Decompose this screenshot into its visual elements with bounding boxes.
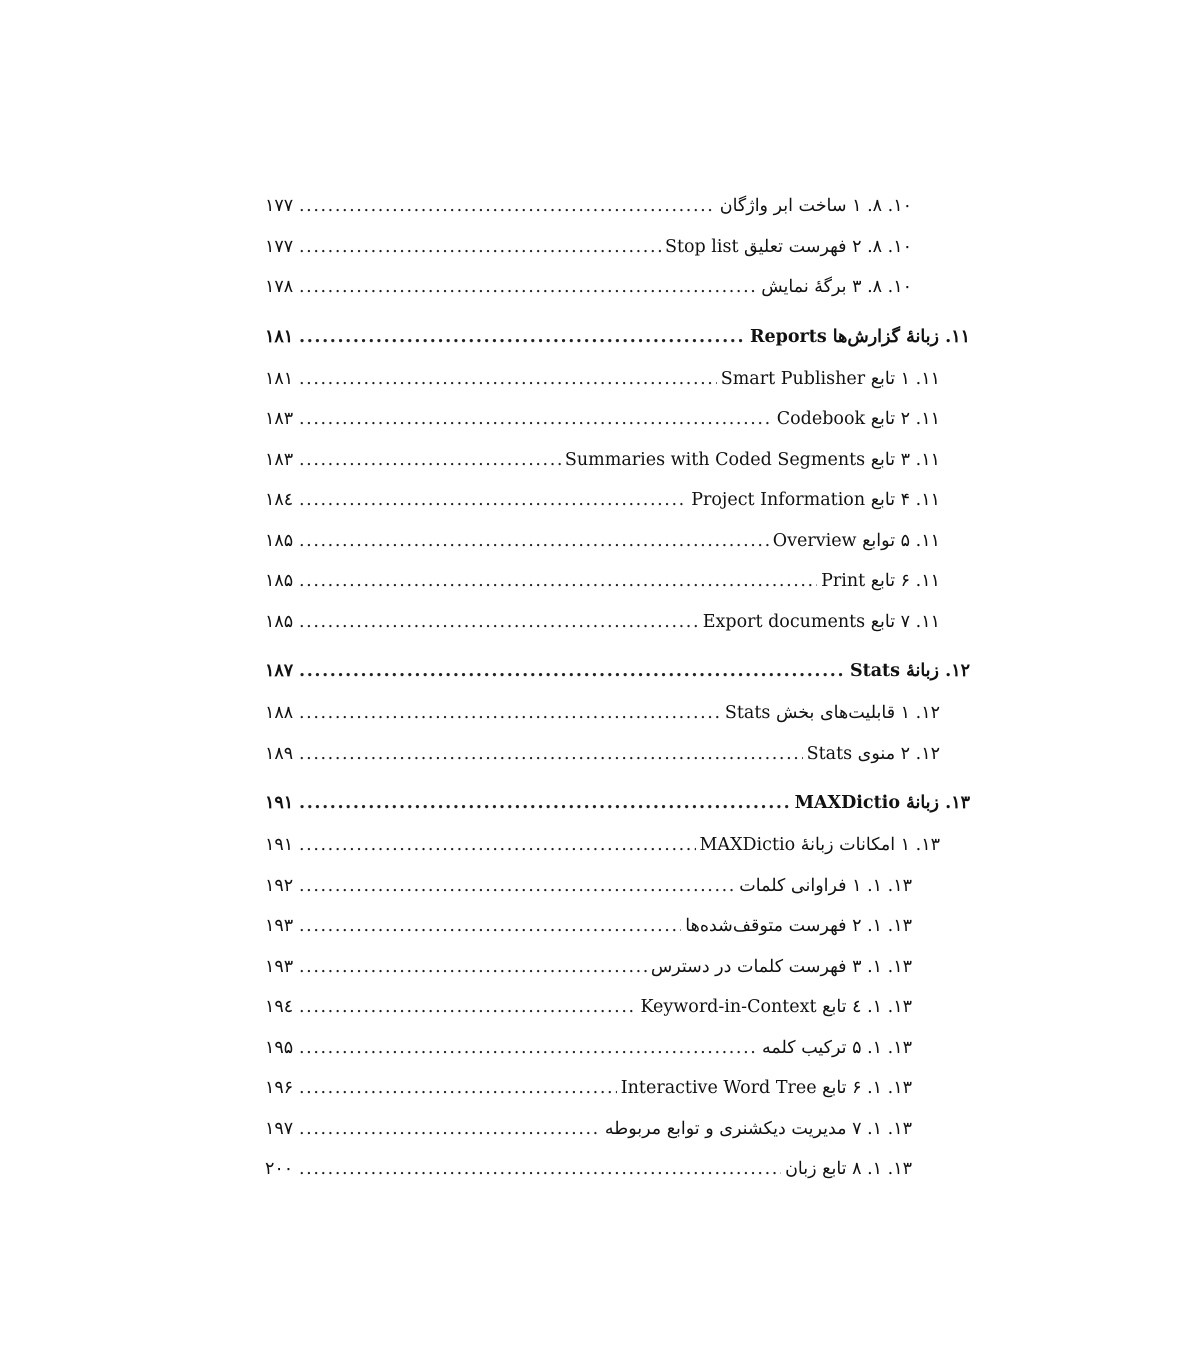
toc-entry-title: ۱۲. زبانهٔ Stats <box>850 661 970 681</box>
toc-page-number: ۱۹۵ <box>265 1037 294 1058</box>
toc-section-row <box>265 561 970 602</box>
toc-entry-title: ۱۳. ۱. ٤ تابع Keyword-in-Context <box>640 997 912 1017</box>
toc-page-number: ۱۸۵ <box>265 530 294 551</box>
toc-entry-title: ۱۱. ۳ تابع Summaries with Coded Segments <box>564 449 940 470</box>
toc-page-number: ۱۸۵ <box>265 611 294 632</box>
dot-leader <box>299 906 681 947</box>
dot-leader <box>299 1028 758 1069</box>
toc-chapter-row <box>265 650 970 693</box>
toc-page-number: ۱۹۷ <box>265 1118 294 1139</box>
toc-entry-title: ۱۳. ۱. ۸ تابع زبان <box>785 1159 912 1179</box>
dot-leader <box>299 650 846 693</box>
toc-entry-title: ۱۰. ۸. ۱ ساخت ابر واژگان <box>719 196 912 216</box>
toc-page-number: ۱۸۱ <box>265 326 294 347</box>
toc-section-row <box>265 602 970 643</box>
dot-leader <box>299 399 773 440</box>
toc-section-row <box>265 947 970 988</box>
toc-page-number: ۱۹۲ <box>265 875 294 896</box>
toc-entry-title: ۱۳. ۱ امکانات زبانهٔ MAXDictio <box>699 835 940 855</box>
toc-entry-title: ۱۱. ۷ تابع Export documents <box>702 611 940 632</box>
toc-page-number: ۱۹۳ <box>265 916 294 936</box>
toc-section-row <box>265 399 970 440</box>
toc-section-row <box>265 1109 970 1150</box>
toc-section-row <box>265 186 970 227</box>
toc-entry-title: ۱۳. ۱. ۵ ترکیب کلمه <box>762 1037 912 1058</box>
dot-leader <box>299 1109 601 1150</box>
toc-section-row <box>265 440 970 481</box>
dot-leader <box>299 602 699 643</box>
toc-page-number: ۱۷۸ <box>265 277 294 297</box>
dot-leader <box>299 1149 781 1190</box>
toc-entry-title: ۱۳. ۱. ۲ فهرست متوقف‌شده‌ها <box>685 916 912 936</box>
dot-leader <box>299 825 696 866</box>
dot-leader <box>299 1068 617 1109</box>
dot-leader <box>299 693 721 734</box>
toc-entry-title: ۱۱. زبانهٔ گزارش‌ها Reports <box>749 326 970 347</box>
dot-leader <box>299 186 716 227</box>
toc-page-number: ۱۹۱ <box>265 835 294 855</box>
dot-leader <box>299 440 561 481</box>
toc-page-number: ۱۷۷ <box>265 196 294 216</box>
toc-entry-title: ۱۳. ۱. ۷ مدیریت دیکشنری و توابع مربوطه <box>604 1118 912 1139</box>
toc-page-number: ۲۰۰ <box>265 1159 294 1179</box>
dot-leader <box>299 782 791 825</box>
toc-page-number: ۱۸۷ <box>265 661 294 681</box>
dot-leader <box>299 267 757 308</box>
toc-page-number: ۱۹۳ <box>265 956 294 977</box>
toc-page-number: ۱۹٤ <box>265 997 294 1017</box>
toc-entry-title: ۱۲. ۲ منوی Stats <box>806 743 940 764</box>
table-of-contents <box>265 186 970 1190</box>
toc-page-number: ۱۷۷ <box>265 236 294 257</box>
toc-page-number: ۱۸۸ <box>265 703 294 723</box>
toc-entry-title: ۱۰. ۸. ۲ فهرست تعلیق Stop list <box>664 236 912 257</box>
toc-section-row <box>265 825 970 866</box>
dot-leader <box>299 987 636 1028</box>
dot-leader <box>299 227 661 268</box>
toc-entry-title: ۱۱. ۶ تابع Print <box>821 571 940 591</box>
toc-page-number: ۱۸۳ <box>265 409 294 429</box>
dot-leader <box>299 480 687 521</box>
dot-leader <box>299 561 817 602</box>
toc-page-number: ۱۸۵ <box>265 571 294 591</box>
toc-section-row <box>265 734 970 775</box>
dot-leader <box>299 316 746 359</box>
toc-section-row <box>265 359 970 400</box>
toc-section-row <box>265 521 970 562</box>
toc-page-number: ۱۸۹ <box>265 743 294 764</box>
toc-section-row <box>265 227 970 268</box>
toc-entry-title: ۱۰. ۸. ۳ برگهٔ نمایش <box>761 277 912 297</box>
toc-page-number: ۱۹۱ <box>265 793 294 813</box>
dot-leader <box>299 734 803 775</box>
toc-section-row <box>265 480 970 521</box>
toc-page-number: ۱۸۳ <box>265 449 294 470</box>
toc-entry-title: ۱۱. ۱ تابع Smart Publisher <box>720 368 940 389</box>
toc-entry-title: ۱۳. ۱. ۱ فراوانی کلمات <box>739 875 912 896</box>
toc-entry-title: ۱۱. ۴ تابع Project Information <box>691 490 940 510</box>
toc-page-number: ۱۹۶ <box>265 1078 294 1098</box>
dot-leader <box>299 866 735 907</box>
dot-leader <box>299 521 769 562</box>
toc-chapter-row <box>265 782 970 825</box>
dot-leader <box>299 359 717 400</box>
toc-chapter-row <box>265 316 970 359</box>
toc-section-row <box>265 987 970 1028</box>
toc-section-row <box>265 906 970 947</box>
toc-section-row <box>265 693 970 734</box>
toc-section-row <box>265 866 970 907</box>
toc-section-row <box>265 267 970 308</box>
dot-leader <box>299 947 647 988</box>
toc-entry-title: ۱۱. ۲ تابع Codebook <box>776 409 940 429</box>
toc-entry-title: ۱۱. ۵ توابع Overview <box>772 530 940 551</box>
toc-entry-title: ۱۳. ۱. ۶ تابع Interactive Word Tree <box>620 1078 912 1098</box>
toc-page-number: ۱۸۱ <box>265 368 294 389</box>
toc-section-row <box>265 1149 970 1190</box>
toc-page-number: ۱۸٤ <box>265 490 294 510</box>
toc-section-row <box>265 1028 970 1069</box>
toc-entry-title: ۱۲. ۱ قابلیت‌های بخش Stats <box>724 703 940 723</box>
toc-section-row <box>265 1068 970 1109</box>
toc-entry-title: ۱۳. ۱. ۳ فهرست کلمات در دسترس <box>650 956 912 977</box>
toc-entry-title: ۱۳. زبانهٔ MAXDictio <box>794 793 970 813</box>
